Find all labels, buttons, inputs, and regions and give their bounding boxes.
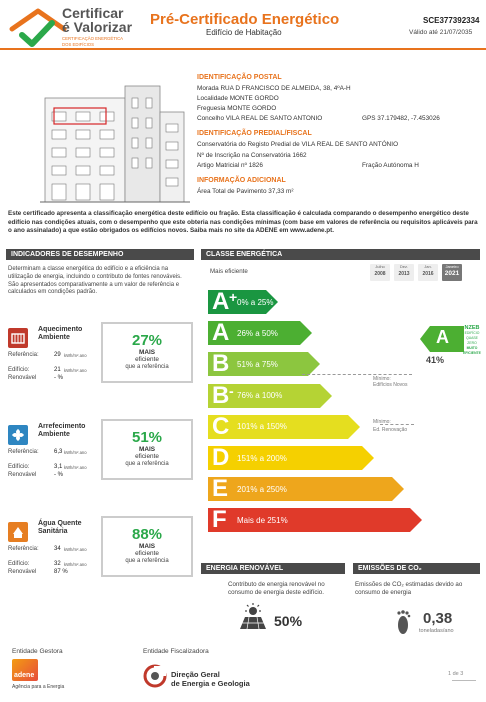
perf-ren-label: Renovável [8,472,37,478]
footer-divider [452,680,476,681]
postal-freguesia: Freguesia MONTE GORDO [197,105,277,112]
performance-heading: INDICADORES DE DESEMPENHO [6,249,194,260]
year-month: Janeiro [445,264,459,269]
min-new-label2: Edifícios Novos [373,382,408,388]
rating-letter: A [212,319,230,347]
perf-mais: MAIS [139,446,155,453]
perf-pct: 51% [131,429,163,446]
brand-tagline2: DOS EDIFÍCIOS [62,42,94,47]
rating-bar [208,321,278,345]
brand-tagline1: CERTIFICAÇÃO ENERGÉTICA [62,36,124,41]
perf-ref-value: 34 [54,546,61,552]
emissoes-text: Emissões de CO₂ estimadas devido ao consumo de energia [355,581,463,596]
page-subtitle: Edifício de Habitação [206,28,282,37]
rating-bar [208,477,287,501]
perf-ren-value: - % [54,375,63,381]
nzeb-badge [461,326,483,356]
perf-edif-label: Edifício: [8,561,30,567]
dgeg-line1: Direção Geral [171,670,220,679]
house-check-icon [8,7,70,49]
perf-pct: 27% [131,332,163,349]
rating-bar [208,290,273,314]
rating-sup: + [229,289,238,305]
perf-mais: MAIS [139,543,155,550]
year-month: Dez. [399,264,409,269]
perf-edif-unit: kWh/m².ano [64,562,87,567]
perf-result-box [101,322,193,383]
page-title: Pré-Certificado Energético [150,11,340,28]
adene-subtitle: Agência para a Energia [12,684,65,690]
adicional-heading: INFORMAÇÃO ADICIONAL [197,177,286,184]
rating-letter: A [212,288,230,315]
hot-water-glyph [10,524,26,540]
perf-edif-label: Edifício: [8,464,30,470]
year-column [370,264,390,281]
page-number: 1 de 3 [448,671,464,677]
rating-range: 76% a 100% [237,391,283,401]
perf-ref-value: 29 [54,352,61,358]
cooling-glyph [10,427,26,443]
postal-morada: Morada RUA D FRANCISCO DE ALMEIDA, 38, 4ºA-H [197,85,351,92]
year-column [418,264,438,281]
min-ren-label1: Mínimo: [373,419,391,425]
perf-ren-value: - % [54,472,63,478]
postal-concelho: Concelho VILA REAL DE SANTO ANTONIO [197,115,323,122]
predial-fracao: Fração Autónoma H [362,162,419,169]
min-new-label1: Mínimo: [373,376,391,382]
perf-result-box [101,516,193,577]
year-value: 2021 [444,270,460,277]
result-letter: A [436,327,449,347]
adicional-area: Área Total de Pavimento 37,33 m² [197,188,294,195]
postal-heading: IDENTIFICAÇÃO POSTAL [197,74,282,81]
building-illustration [40,78,190,204]
cert-id: SCE377392334 [423,16,480,25]
valid-until: Válido até 21/07/2035 [409,29,473,36]
perf-eficiente: eficiente [135,453,159,460]
rating-bar [208,508,288,532]
perf-title-1: Água Quente [38,520,82,527]
perf-eficiente: eficiente [135,550,159,557]
perf-qref: que a referência [125,461,169,467]
adene-logo-text: adene [14,672,35,679]
footer-fiscalizadora-label: Entidade Fiscalizadora [143,648,209,655]
footprint-icon [394,609,414,637]
perf-qref: que a referência [125,558,169,564]
perf-ren-value: 87 % [54,569,68,575]
perf-qref: que a referência [125,364,169,370]
heating-glyph [10,330,26,346]
footer-gestora-label: Entidade Gestora [12,648,63,655]
rating-range: 0% a 25% [237,297,274,307]
rating-range: 26% a 50% [237,328,278,338]
perf-title-1: Arrefecimento [38,423,86,430]
rating-letter: B [212,350,230,378]
predial-inscricao: Nº de Inscrição na Conservatória 1662 [197,152,307,159]
mais-eficiente-label: Mais eficiente [210,268,248,275]
perf-title-1: Aquecimento [38,326,83,333]
perf-result-box [101,419,193,480]
nzeb-line2: EDIFÍCIO [464,331,480,335]
classe-heading: CLASSE ENERGÉTICA [201,249,480,260]
year-column [394,264,414,281]
perf-title-2: Ambiente [38,431,70,438]
rating-letter: D [212,444,230,471]
year-month: Jan. [424,264,432,269]
rating-letter: F [212,506,227,534]
rating-bar [208,352,278,376]
rating-range: 101% a 150% [237,422,287,432]
dgeg-logo-icon [143,664,167,688]
nzeb-line5: EFICIENTE [463,351,481,355]
perf-pct: 88% [131,526,163,543]
min-ren-label2: Ed. Renovação [373,427,408,433]
rating-range: Mais de 251% [237,515,288,525]
perf-ref-label: Referência: [8,449,39,455]
perf-ref-value: 6,3 [54,449,63,455]
perf-ren-label: Renovável [8,375,37,381]
brand-logo [8,5,138,49]
year-value: 2013 [398,271,410,277]
rating-range: 51% a 75% [237,359,278,369]
rating-bar [208,446,287,470]
perf-ref-unit: kWh/m².ano [64,353,87,358]
perf-edif-value: 32 [54,561,61,567]
year-column [442,264,462,281]
renovavel-text: Contributo de energia renovável no consumo de energia deste edifício. [228,581,325,596]
perf-edif-unit: kWh/m².ano [64,368,87,373]
predial-artigo: Artigo Matricial nº 1826 [197,162,263,169]
rating-sup: - [229,382,234,399]
perf-ref-label: Referência: [8,546,39,552]
nzeb-line4: MUITO [466,346,478,350]
rating-letter: C [212,412,230,440]
perf-ren-label: Renovável [8,569,37,575]
emissoes-value: 0,38 [423,610,453,627]
predial-heading: IDENTIFICAÇÃO PREDIAL/FISCAL [197,130,312,137]
postal-localidade: Localidade MONTE GORDO [197,95,279,102]
rating-bar [208,381,283,409]
performance-description: Determinam a classe energética do edifício e a eficiência na utilização de energia, incluindo o contributo de fontes renováveis. São apresentados comparativamente a um valor de referência e calculados em condições padrão. [8,266,182,296]
postal-gps: GPS 37.179482, -7.453026 [362,115,440,122]
renovavel-value: 50% [274,613,303,629]
renovavel-heading: ENERGIA RENOVÁVEL [201,563,345,574]
min-new-line [302,374,412,375]
perf-title-2: Sanitária [38,528,68,535]
perf-mais: MAIS [139,349,155,356]
perf-ref-unit: kWh/m².ano [64,547,87,552]
emissoes-unit: toneladas/ano [419,628,454,634]
perf-edif-value: 3,1 [54,464,63,470]
rating-letter: B [212,381,230,409]
perf-ref-unit: kWh/m².ano [64,450,87,455]
perf-edif-unit: kWh/m².ano [64,465,87,470]
dgeg-line2: de Energia e Geologia [171,679,250,688]
rating-range: 201% a 250% [237,484,287,494]
year-month: Julho [375,264,385,269]
nzeb-label: NZEB [464,325,480,331]
nzeb-line3: QUASE ZERO [466,336,478,345]
header-divider [0,48,486,50]
perf-edif-label: Edifício: [8,367,30,373]
perf-edif-value: 21 [54,367,61,373]
rating-letter: E [212,475,229,503]
result-pct: 41% [426,355,445,365]
emissoes-heading: EMISSÕES DE CO₂ [353,563,480,574]
perf-ref-label: Referência: [8,352,39,358]
perf-eficiente: eficiente [135,356,159,363]
predial-conservatoria: Conservatória do Registo Predial de VILA REAL DE SANTO ANTÓNIO [197,141,399,148]
brand-line1: Certificar [62,5,124,21]
solar-panel-icon [236,603,270,633]
rating-bar [208,412,287,440]
perf-title-2: Ambiente [38,334,70,341]
year-value: 2016 [422,271,434,277]
intro-text: Este certificado apresenta a classificação energética deste edifício ou fração. Esta classificação é calculada comparando o desempenho energético deste edifício nas condições atuais, com o desempenho que este obteria nas condições mínimas (com base em valores de referência ou requisitos aplicáveis para o ano assinalado) a que estão obrigados os edifícios novos. Saiba mais no site da ADENE em www.adene.pt. [8,210,478,235]
rating-range: 151% a 200% [237,453,287,463]
year-value: 2008 [374,271,386,277]
brand-line2: é Valorizar [62,19,133,35]
